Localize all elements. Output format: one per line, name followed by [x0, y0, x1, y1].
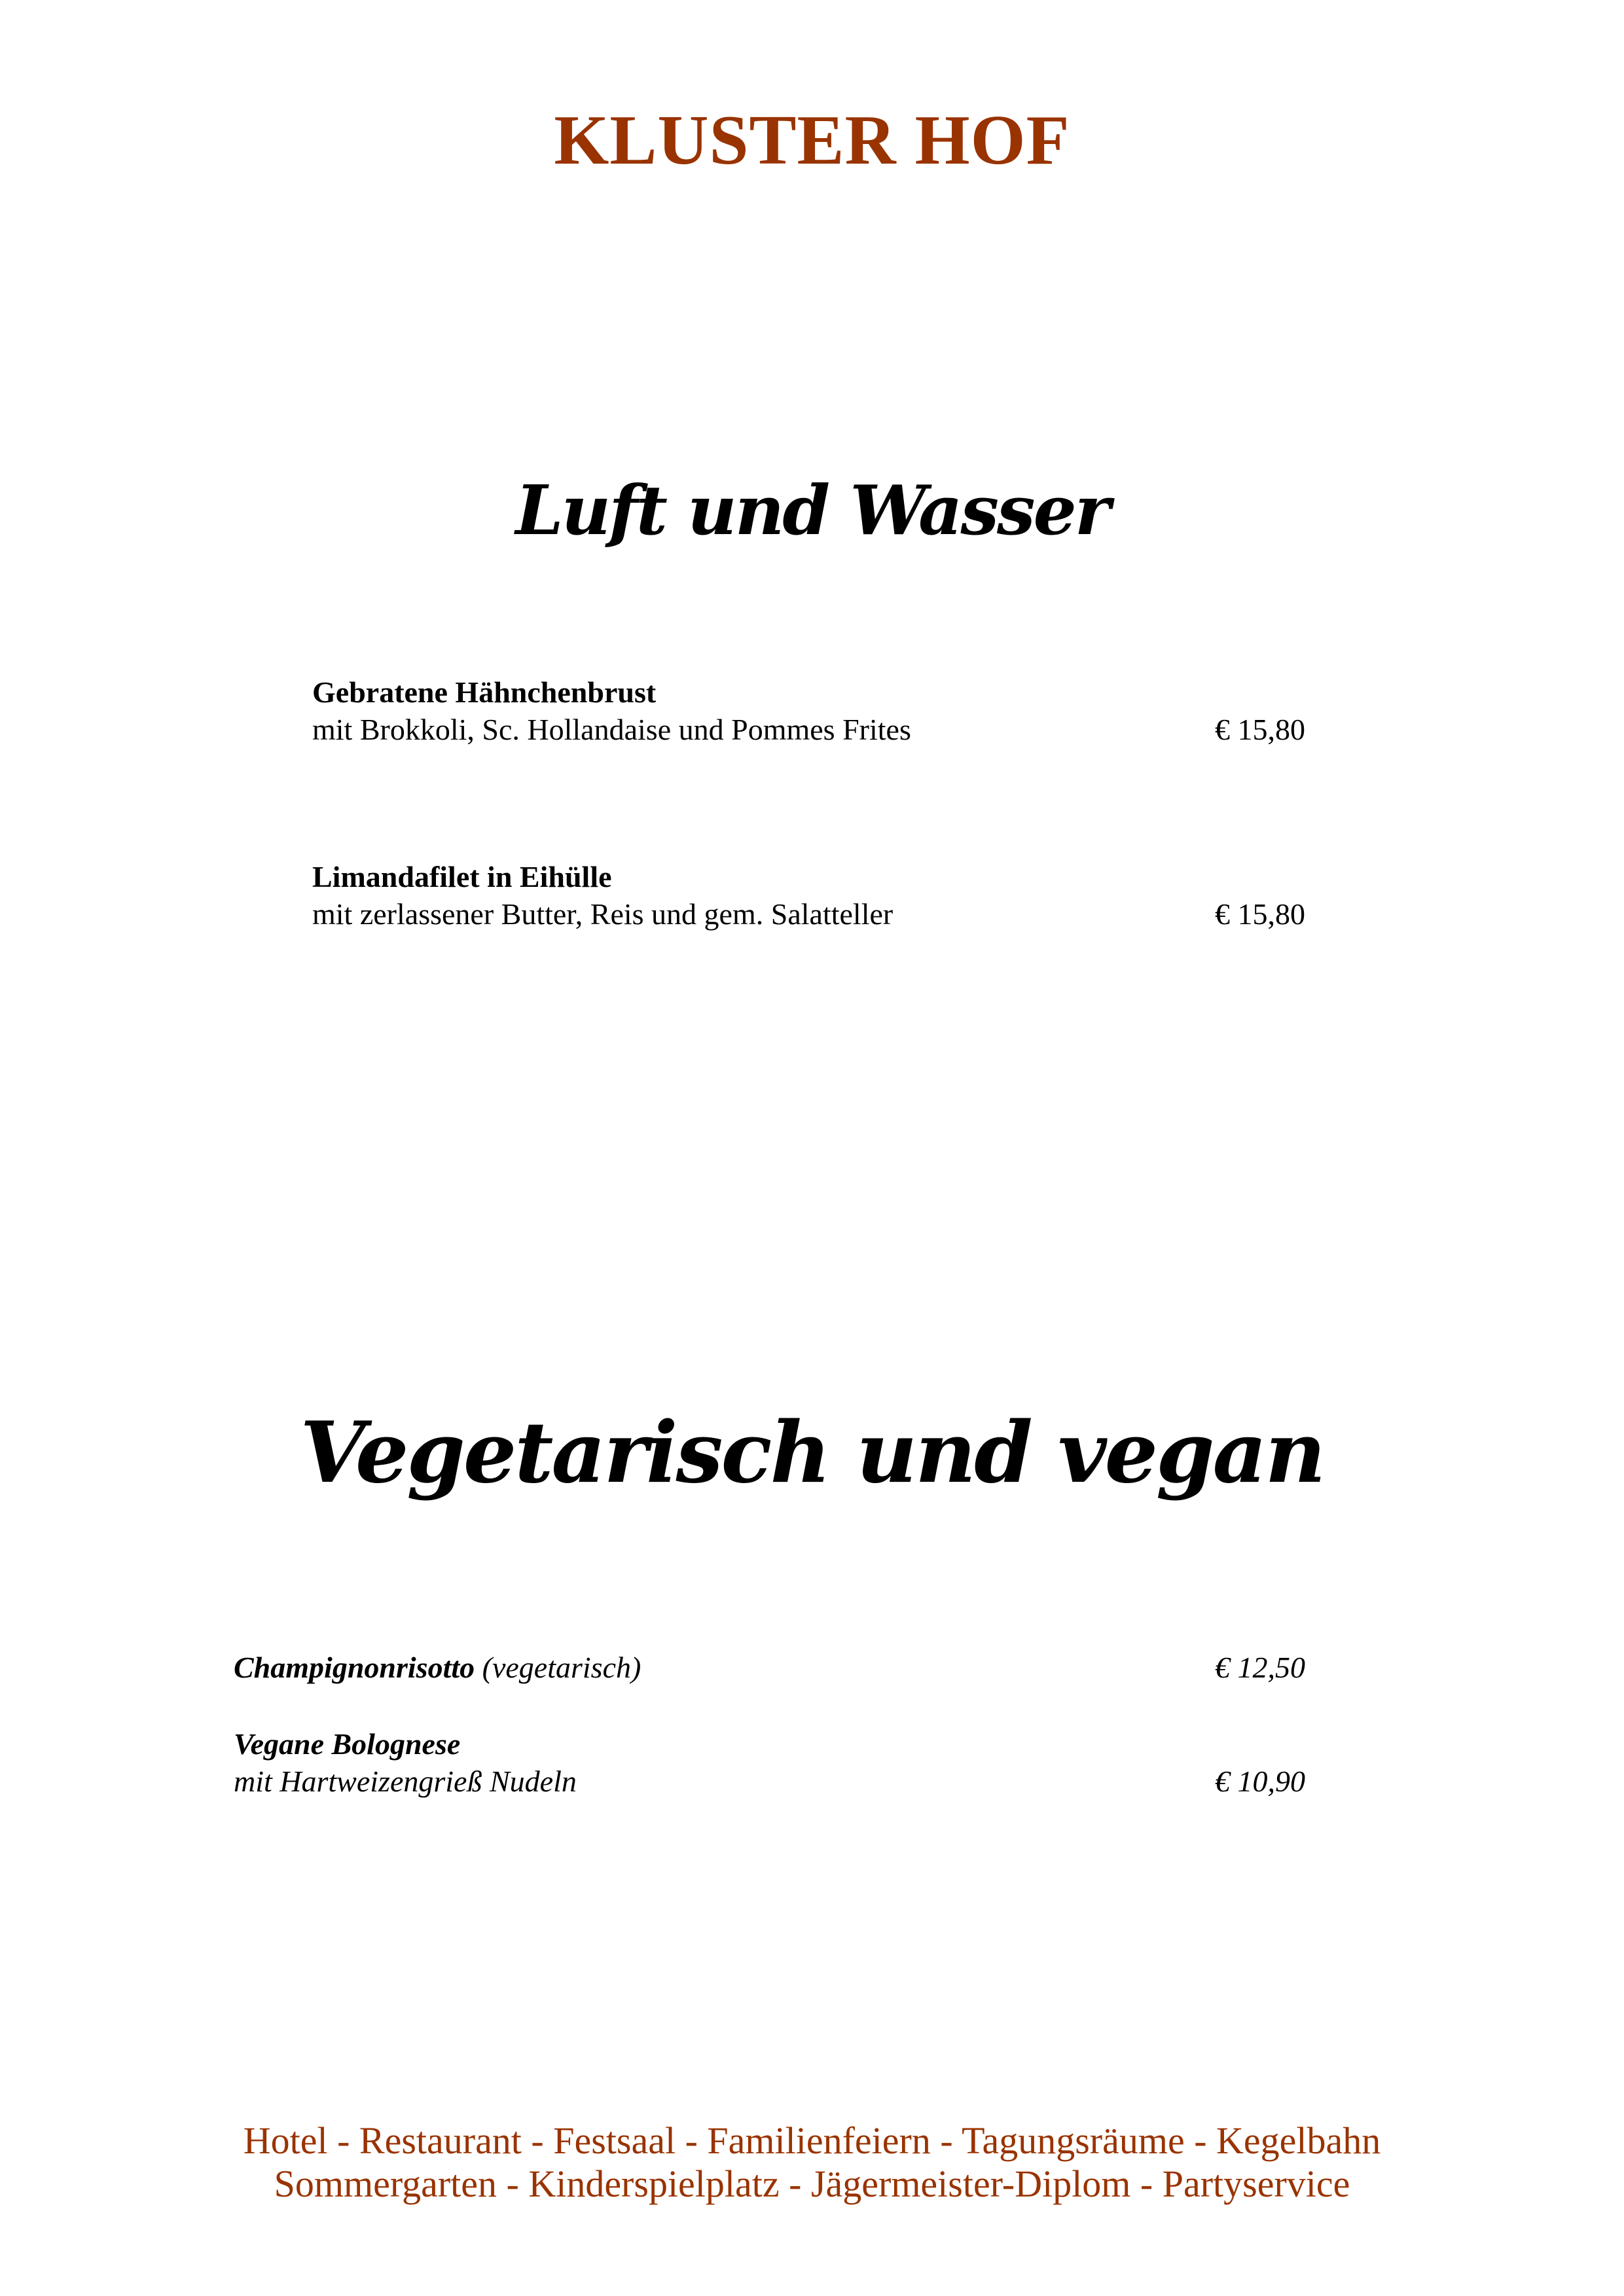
- menu-item: [0, 859, 1624, 937]
- menu-item-price: € 15,80: [1215, 897, 1305, 931]
- menu-item: [0, 1726, 1624, 1804]
- menu-item: [0, 1649, 1624, 1728]
- menu-item-name: Gebratene Hähnchenbrust: [312, 675, 657, 709]
- menu-item-price: € 15,80: [1215, 713, 1305, 746]
- section-title-luft-und-wasser: Luft und Wasser: [515, 470, 1109, 550]
- footer: [0, 2119, 1624, 2206]
- menu-item-name: Limandafilet in Eihülle: [312, 860, 612, 893]
- menu-item-note: (vegetarisch): [482, 1651, 641, 1684]
- menu-item-description: mit zerlassener Butter, Reis und gem. Salatteller: [312, 897, 893, 931]
- menu-item-description: mit Hartweizengrieß Nudeln: [234, 1765, 577, 1798]
- menu-item-name: Vegane Bolognese: [234, 1727, 461, 1761]
- section-title-vegetarisch-und-vegan: Vegetarisch und vegan: [300, 1404, 1324, 1502]
- restaurant-title: KLUSTER HOF: [554, 101, 1070, 179]
- footer-services-line-1: Hotel - Restaurant - Festsaal - Familienfeiern - Tagungsräume - Kegelbahn: [243, 2119, 1381, 2162]
- menu-item-price: € 12,50: [1215, 1651, 1305, 1684]
- menu-item-name: Champignonrisotto: [234, 1651, 475, 1684]
- menu-item-price: € 10,90: [1215, 1765, 1305, 1798]
- menu-item-name-line: [234, 1649, 641, 1686]
- menu-item: [0, 674, 1624, 753]
- menu-item-description: mit Brokkoli, Sc. Hollandaise und Pommes Frites: [312, 713, 911, 746]
- footer-services-line-2: Sommergarten - Kinderspielplatz - Jägermeister-Diplom - Partyservice: [274, 2162, 1350, 2205]
